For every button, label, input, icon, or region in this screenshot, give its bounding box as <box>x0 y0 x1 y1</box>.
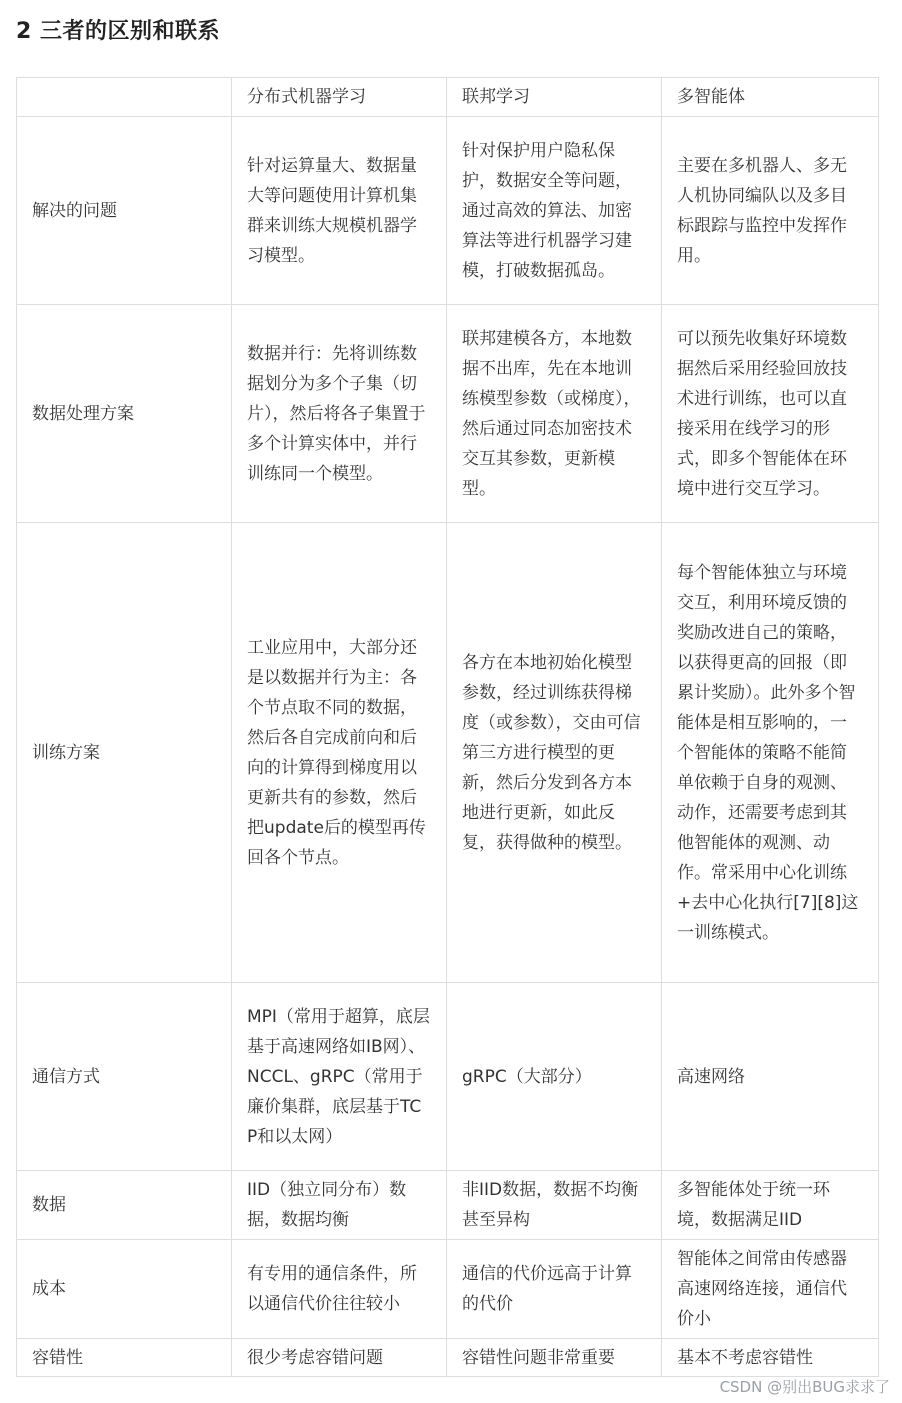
row-label: 通信方式 <box>17 983 232 1171</box>
table-cell: 很少考虑容错问题 <box>232 1339 447 1377</box>
table-cell: 基本不考虑容错性 <box>662 1339 879 1377</box>
table-row <box>17 1339 879 1377</box>
row-label: 成本 <box>17 1240 232 1339</box>
row-label: 训练方案 <box>17 523 232 983</box>
row-label: 数据 <box>17 1171 232 1240</box>
table-cell: 每个智能体独立与环境交互，利用环境反馈的奖励改进自己的策略，以获得更高的回报（即累计奖励）。此外多个智能体是相互影响的，一个智能体的策略不能简单依赖于自身的观测、动作，还需要考虑到其他智能体的观测、动作。常采用中心化训练+去中心化执行[7][8]这一训练模式。 <box>662 523 879 983</box>
table-cell: 通信的代价远高于计算的代价 <box>447 1240 662 1339</box>
table-row <box>17 117 879 305</box>
csdn-watermark: CSDN @别出BUG求求了 <box>719 1378 890 1396</box>
table-cell: 容错性问题非常重要 <box>447 1339 662 1377</box>
row-label: 解决的问题 <box>17 117 232 305</box>
table-row <box>17 1240 879 1339</box>
table-cell: 数据并行：先将训练数据划分为多个子集（切片），然后将各子集置于多个计算实体中，并行训练同一个模型。 <box>232 305 447 523</box>
row-label: 数据处理方案 <box>17 305 232 523</box>
table-cell: 智能体之间常由传感器高速网络连接，通信代价小 <box>662 1240 879 1339</box>
table-cell: IID（独立同分布）数据，数据均衡 <box>232 1171 447 1240</box>
table-cell: 可以预先收集好环境数据然后采用经验回放技术进行训练，也可以直接采用在线学习的形式，即多个智能体在环境中进行交互学习。 <box>662 305 879 523</box>
table-cell: 针对运算量大、数据量大等问题使用计算机集群来训练大规模机器学习模型。 <box>232 117 447 305</box>
header-cell-distributed-ml: 分布式机器学习 <box>232 78 447 117</box>
row-label: 容错性 <box>17 1339 232 1377</box>
table-cell: 针对保护用户隐私保护，数据安全等问题，通过高效的算法、加密算法等进行机器学习建模，打破数据孤岛。 <box>447 117 662 305</box>
header-cell-multi-agent: 多智能体 <box>662 78 879 117</box>
table-row <box>17 305 879 523</box>
table-cell: 主要在多机器人、多无人机协同编队以及多目标跟踪与监控中发挥作用。 <box>662 117 879 305</box>
comparison-table <box>16 77 879 1377</box>
table-cell: 联邦建模各方，本地数据不出库，先在本地训练模型参数（或梯度），然后通过同态加密技术交互其参数，更新模型。 <box>447 305 662 523</box>
section-title: 2 三者的区别和联系 <box>16 19 220 44</box>
table-cell: 高速网络 <box>662 983 879 1171</box>
header-cell-empty <box>17 78 232 117</box>
table-row <box>17 1171 879 1240</box>
table-header-row <box>17 78 879 117</box>
table-cell: 有专用的通信条件，所以通信代价往往较小 <box>232 1240 447 1339</box>
table-cell: 非IID数据，数据不均衡甚至异构 <box>447 1171 662 1240</box>
table-row <box>17 983 879 1171</box>
table-cell: 多智能体处于统一环境，数据满足IID <box>662 1171 879 1240</box>
table-cell: 各方在本地初始化模型参数，经过训练获得梯度（或参数），交由可信第三方进行模型的更新，然后分发到各方本地进行更新，如此反复，获得做种的模型。 <box>447 523 662 983</box>
table-cell: 工业应用中，大部分还是以数据并行为主：各个节点取不同的数据，然后各自完成前向和后向的计算得到梯度用以更新共有的参数，然后把update后的模型再传回各个节点。 <box>232 523 447 983</box>
table-cell: MPI（常用于超算，底层基于高速网络如IB网）、NCCL、gRPC（常用于廉价集群，底层基于TCP和以太网） <box>232 983 447 1171</box>
table-row <box>17 523 879 983</box>
header-cell-federated-learning: 联邦学习 <box>447 78 662 117</box>
table-cell: gRPC（大部分） <box>447 983 662 1171</box>
